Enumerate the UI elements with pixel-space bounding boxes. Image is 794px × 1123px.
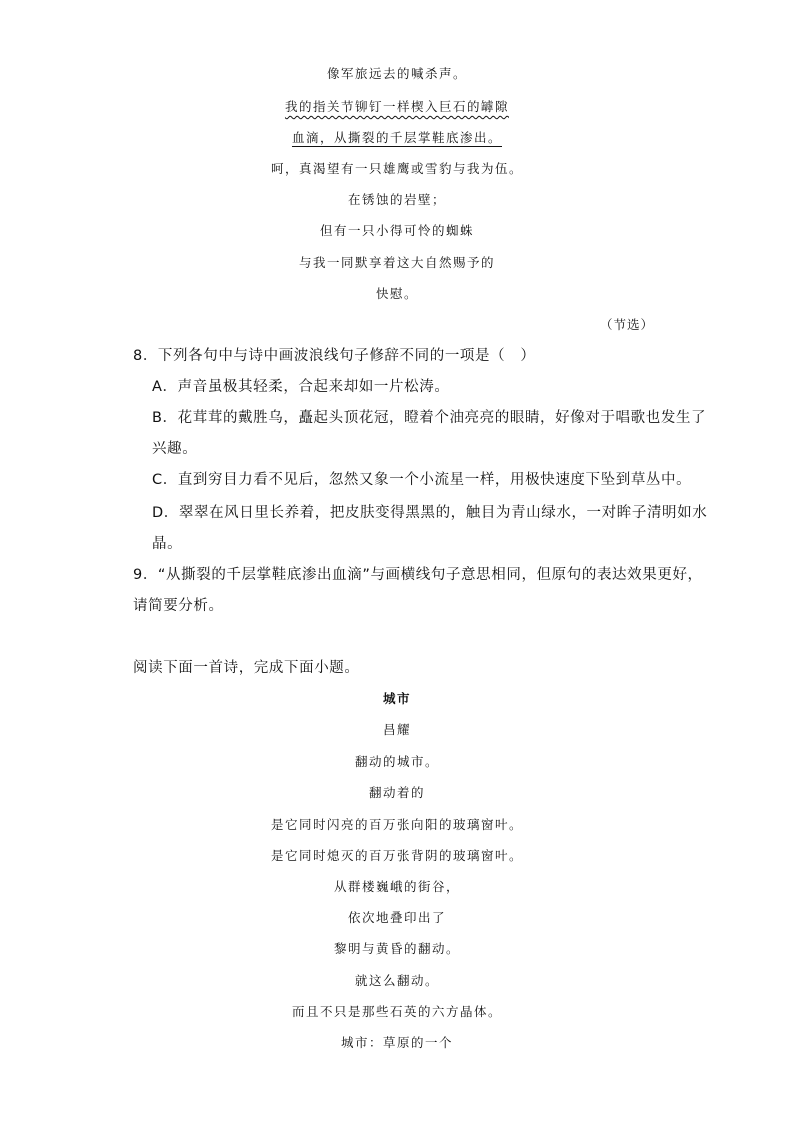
question-8-option-c: C．直到穷目力看不见后，忽然又象一个小流星一样，用极快速度下坠到草丛中。 bbox=[152, 472, 692, 488]
question-8-stem: 8．下列各句中与诗中画波浪线句子修辞不同的一项是（ ） bbox=[133, 348, 536, 364]
question-8-option-b: B．花茸茸的戴胜乌，矗起头顶花冠，瞪着个油亮亮的眼睛，好像对于唱歌也发生了 bbox=[152, 410, 707, 426]
question-9-stem: 9．“从撕裂的千层掌鞋底渗出血滴”与画横线句子意思相同，但原句的表达效果更好， bbox=[133, 567, 703, 583]
poem2-line-5: 从群楼巍峨的街谷， bbox=[333, 879, 460, 894]
poem2-author: 昌耀 bbox=[382, 722, 411, 737]
question-8-option-d: D．翠翠在风日里长养着，把皮肤变得黑黑的，触目为青山绿水，一对眸子清明如水 bbox=[152, 505, 708, 521]
source-note: （节选） bbox=[599, 317, 654, 332]
poem2-line-2: 翻动着的 bbox=[368, 785, 425, 800]
poem2-line-7: 黎明与黄昏的翻动。 bbox=[333, 941, 460, 956]
poem2-line-10: 城市：草原的一个 bbox=[340, 1035, 453, 1050]
question-8-option-d-cont: 晶。 bbox=[152, 536, 183, 552]
question-8-option-b-cont: 兴趣。 bbox=[152, 441, 198, 457]
poem2-title: 城市 bbox=[382, 691, 411, 706]
poem1-line-5: 在锈蚀的岩壁； bbox=[347, 192, 446, 207]
poem1-line-7: 与我一同默享着这大自然赐予的 bbox=[298, 255, 495, 270]
poem2-line-9: 而且不只是那些石英的六方晶体。 bbox=[291, 1004, 502, 1019]
poem1-line-3 bbox=[0, 130, 794, 146]
straight-underlined-sentence: 血滴，从撕裂的千层掌鞋底渗出。 bbox=[291, 130, 502, 145]
wavy-underlined-sentence: 我的指关节铆钉一样楔入巨石的罅隙 bbox=[284, 99, 509, 114]
question-8-option-a: A．声音虽极其轻柔，合起来却如一片松涛。 bbox=[152, 379, 450, 395]
poem2-line-8: 就这么翻动。 bbox=[354, 973, 439, 988]
poem2-line-6: 依次地叠印出了 bbox=[347, 910, 446, 925]
reading-instruction: 阅读下面一首诗，完成下面小题。 bbox=[133, 660, 360, 676]
question-9-stem-cont: 请简要分析。 bbox=[133, 598, 224, 614]
poem1-line-1: 像军旅远去的喊杀声。 bbox=[326, 66, 467, 81]
poem2-line-4: 是它同时熄灭的百万张背阴的玻璃窗叶。 bbox=[270, 848, 523, 863]
poem2-line-1: 翻动的城市。 bbox=[354, 754, 439, 769]
poem2-line-3: 是它同时闪亮的百万张向阳的玻璃窗叶。 bbox=[270, 817, 523, 832]
poem1-line-8: 快慰。 bbox=[375, 286, 418, 301]
poem1-line-4: 呵，真渴望有一只雄鹰或雪豹与我为伍。 bbox=[270, 161, 523, 176]
poem1-line-6: 但有一只小得可怜的蜘蛛 bbox=[319, 223, 474, 238]
poem1-line-2 bbox=[0, 99, 794, 115]
